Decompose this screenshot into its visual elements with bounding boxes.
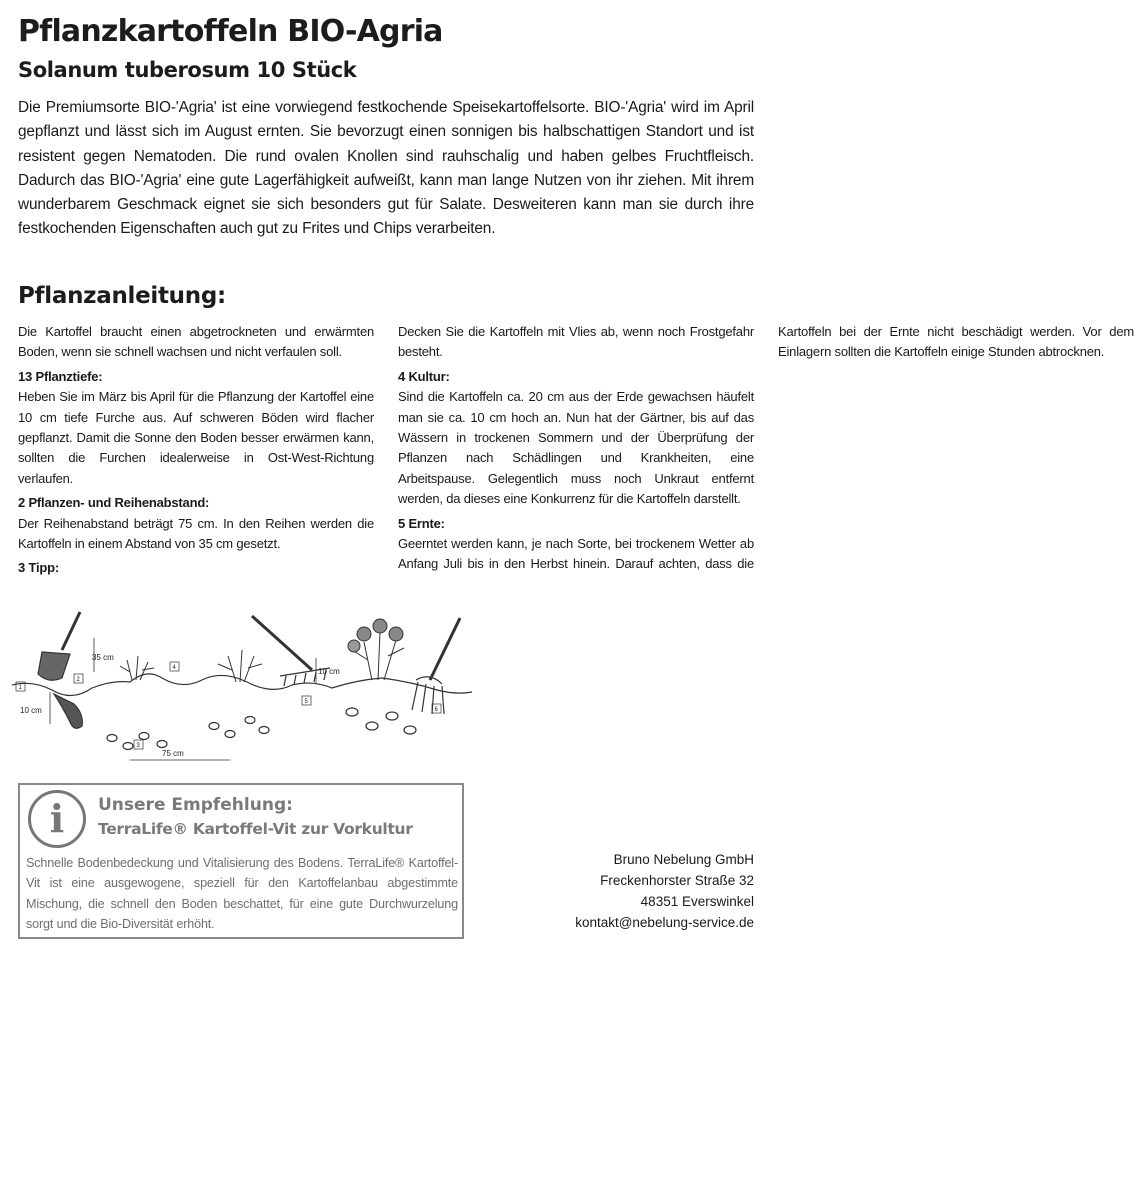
row-spacing-label: 75 cm <box>162 749 184 758</box>
fork-icon <box>412 618 460 714</box>
svg-text:5: 5 <box>304 699 308 705</box>
company-city: 48351 Everswinkel <box>640 894 754 909</box>
step-title: 2 Pflanzen- und Reihenabstand: <box>18 495 210 511</box>
recommendation-title: Unsere Empfehlung: <box>98 795 293 815</box>
info-icon: i <box>28 790 86 848</box>
recommendation-product: TerraLife® Kartoffel-Vit zur Vorkultur <box>98 820 413 838</box>
planting-illustration <box>12 610 472 770</box>
ground-line <box>12 674 472 696</box>
svg-text:1: 1 <box>18 685 22 691</box>
hill-height-label: 10 cm <box>318 667 340 676</box>
step-marker-3 <box>134 740 143 749</box>
spacing-label: 35 cm <box>92 653 114 662</box>
step-marker-6 <box>432 704 441 713</box>
company-email[interactable]: kontakt@nebelung-service.de <box>575 915 754 930</box>
step-marker-2 <box>74 674 83 683</box>
instructions-lead: Die Kartoffel braucht einen abgetrockneten und erwärmten Boden, wenn sie schnell wachsen und nicht verfaulen soll. <box>18 324 374 360</box>
recommendation-text: Schnelle Bodenbedeckung und Vitalisierung des Bodens. TerraLife® Kartoffel-Vit ist eine ausgewogene, speziell für den Kartoffelanbau abgestimmte Mischung, die schnell den Boden beschattet, für eine gute Durchwurzelung sorgt und die Bio-Diversität erhöht. <box>26 856 458 931</box>
soil-heap <box>54 694 82 728</box>
intro-paragraph: Die Premiumsorte BIO-'Agria' ist eine vorwiegend festkochende Speisekartoffelsorte. BIO-'Agria' wird im April gepflanzt und lässt sich im August ernten. Sie bevorzugt einen sonnigen bis halbschattigen Standort und ist resistent gegen Nematoden. Die rund ovalen Knollen sind rauhschalig und haben gelbes Fruchtfleisch. Dadurch das BIO-'Agria' eine gute Lagerfähigkeit aufweißt, kann man lange Nutzen von ihr ziehen. Mit ihrem wunderbarem Geschmack eignet sie sich besonders gut für Salate. Desweiteren kann man sie durch ihre festkochenden Eigenschaften auch gut zu Frites und Chips verarbeiten. <box>18 99 754 238</box>
step-text: Geerntet werden kann, je nach Sorte, bei trockenem Wetter ab Anfang Juli bis in den Herbst hinein. Darauf achten, dass die Kartoffeln bei der Ernte nicht beschädigt werden. Vor dem Einlagern sollten die Kartoffeln einige Stunden abtrocknen. <box>398 324 1134 572</box>
step-text: Sind die Kartoffeln ca. 20 cm aus der Erde gewachsen häufelt man sie ca. 10 cm hoch an. Nun hat der Gärtner, bis auf das Wässern in trockenen Sommern und der Überprüfung der Pflanzen nach Schädlingen und Krankheiten, eine Arbeitspause. Gelegentlich muss noch Unkraut entfernt werden, da dieses eine Konkurrenz für die Kartoffeln darstellt. <box>398 389 754 507</box>
step-marker-5 <box>302 696 311 705</box>
step-title: 4 Kultur: <box>398 368 450 384</box>
svg-text:6: 6 <box>434 707 438 713</box>
svg-text:3: 3 <box>136 743 140 749</box>
page-title: Pflanzkartoffeln BIO-Agria <box>18 14 443 49</box>
company-address <box>575 849 754 933</box>
step-title: 3 Tipp: <box>18 560 59 576</box>
dimension-lines <box>50 638 316 760</box>
plant-icon <box>120 619 404 682</box>
recommendation-box <box>18 783 464 939</box>
depth-label: 10 cm <box>20 706 42 715</box>
step-title: 5 Ernte: <box>398 515 445 531</box>
step-text: Der Reihenabstand beträgt 75 cm. In den Reihen werden die Kartoffeln in einem Abstand von 35 cm gesetzt. <box>18 515 374 552</box>
company-street: Freckenhorster Straße 32 <box>600 873 754 888</box>
step-marker-4 <box>170 662 179 671</box>
step-text: Heben Sie im März bis April für die Pflanzung der Kartoffel eine 10 cm tiefe Furche aus. Auf schweren Böden wird flacher gepflanzt. Damit die Sonne den Boden besser erwärmen kann, sollten die Furchen idealerweise in Ost-West-Richtung verlaufen. <box>18 389 374 486</box>
company-name: Bruno Nebelung GmbH <box>613 852 754 867</box>
page-subtitle: Solanum tuberosum 10 Stück <box>18 58 357 82</box>
svg-text:2: 2 <box>76 677 80 683</box>
potato-icon <box>107 708 416 750</box>
section-heading-planting: Pflanzanleitung: <box>18 283 226 309</box>
step-text: Decken Sie die Kartoffeln mit Vlies ab, wenn noch Frostgefahr besteht. <box>398 324 754 360</box>
planting-instructions <box>18 322 1134 597</box>
svg-text:4: 4 <box>172 665 176 671</box>
step-title: 13 Pflanztiefe: <box>18 368 103 384</box>
shovel-icon <box>38 612 80 680</box>
